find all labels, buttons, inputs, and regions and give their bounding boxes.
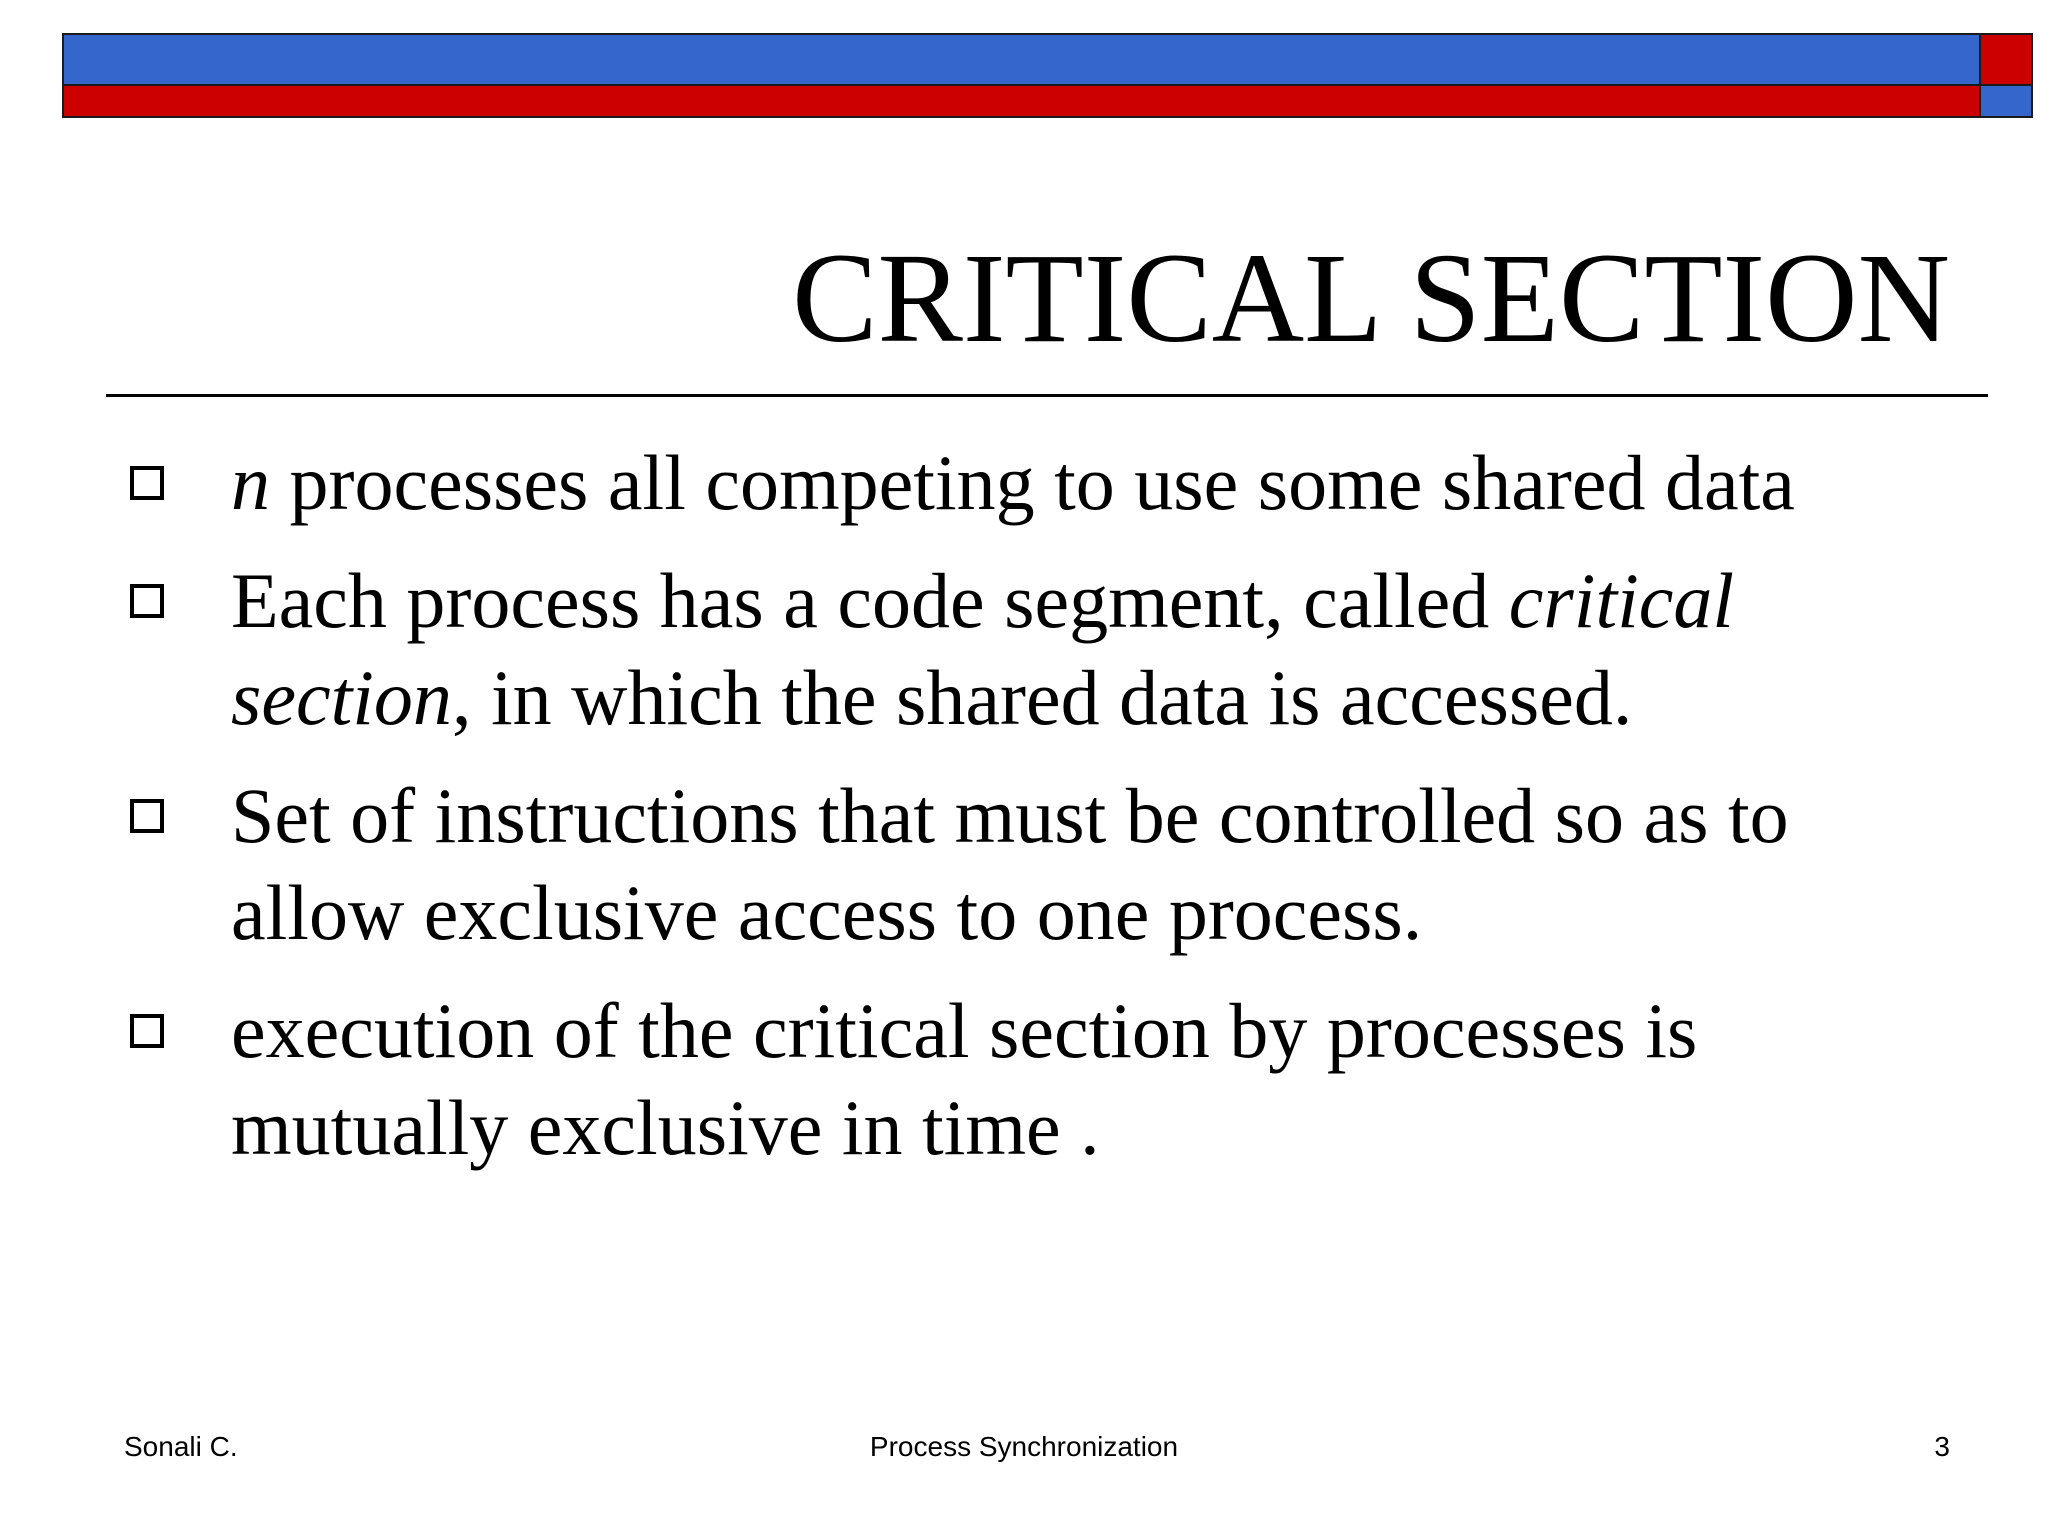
square-bullet-icon — [130, 1014, 164, 1048]
bullet-text — [231, 439, 1795, 526]
header-band-red — [62, 84, 1981, 118]
header-corner-red — [1979, 33, 2033, 86]
bullet-text-run: , in which the shared data is accessed. — [451, 654, 1633, 741]
bullet-item — [130, 982, 1880, 1176]
bullet-item — [130, 552, 1880, 746]
bullet-item — [130, 767, 1880, 961]
bullet-text-run: Set of instructions that must be controlled so as to allow exclusive access to one process. — [231, 772, 1789, 956]
footer-author: Sonali C. — [124, 1431, 238, 1462]
bullet-text-run: Each process has a code segment, called — [231, 557, 1509, 644]
square-bullet-icon — [130, 584, 164, 618]
header-corner-blue — [1979, 84, 2033, 118]
square-bullet-icon — [130, 466, 164, 500]
bullet-text-run: processes all competing to use some shared data — [270, 439, 1795, 526]
bullet-item — [130, 434, 1880, 531]
bullet-list — [130, 434, 1880, 1197]
footer-topic: Process Synchronization — [869, 1431, 1179, 1462]
bullet-text — [231, 987, 1697, 1171]
bullet-text-run: execution of the critical section by processes is mutually exclusive in time . — [231, 987, 1698, 1171]
bullet-text-run: n — [231, 439, 270, 526]
title-divider — [106, 394, 1988, 397]
square-bullet-icon — [130, 799, 164, 833]
header-band-blue — [62, 33, 1981, 86]
slide-title: CRITICAL SECTION — [792, 227, 1950, 369]
bullet-text-run: critical section — [231, 557, 1735, 741]
footer-page-number: 3 — [1934, 1431, 1950, 1462]
bullet-text — [231, 772, 1789, 956]
bullet-text — [231, 557, 1734, 741]
